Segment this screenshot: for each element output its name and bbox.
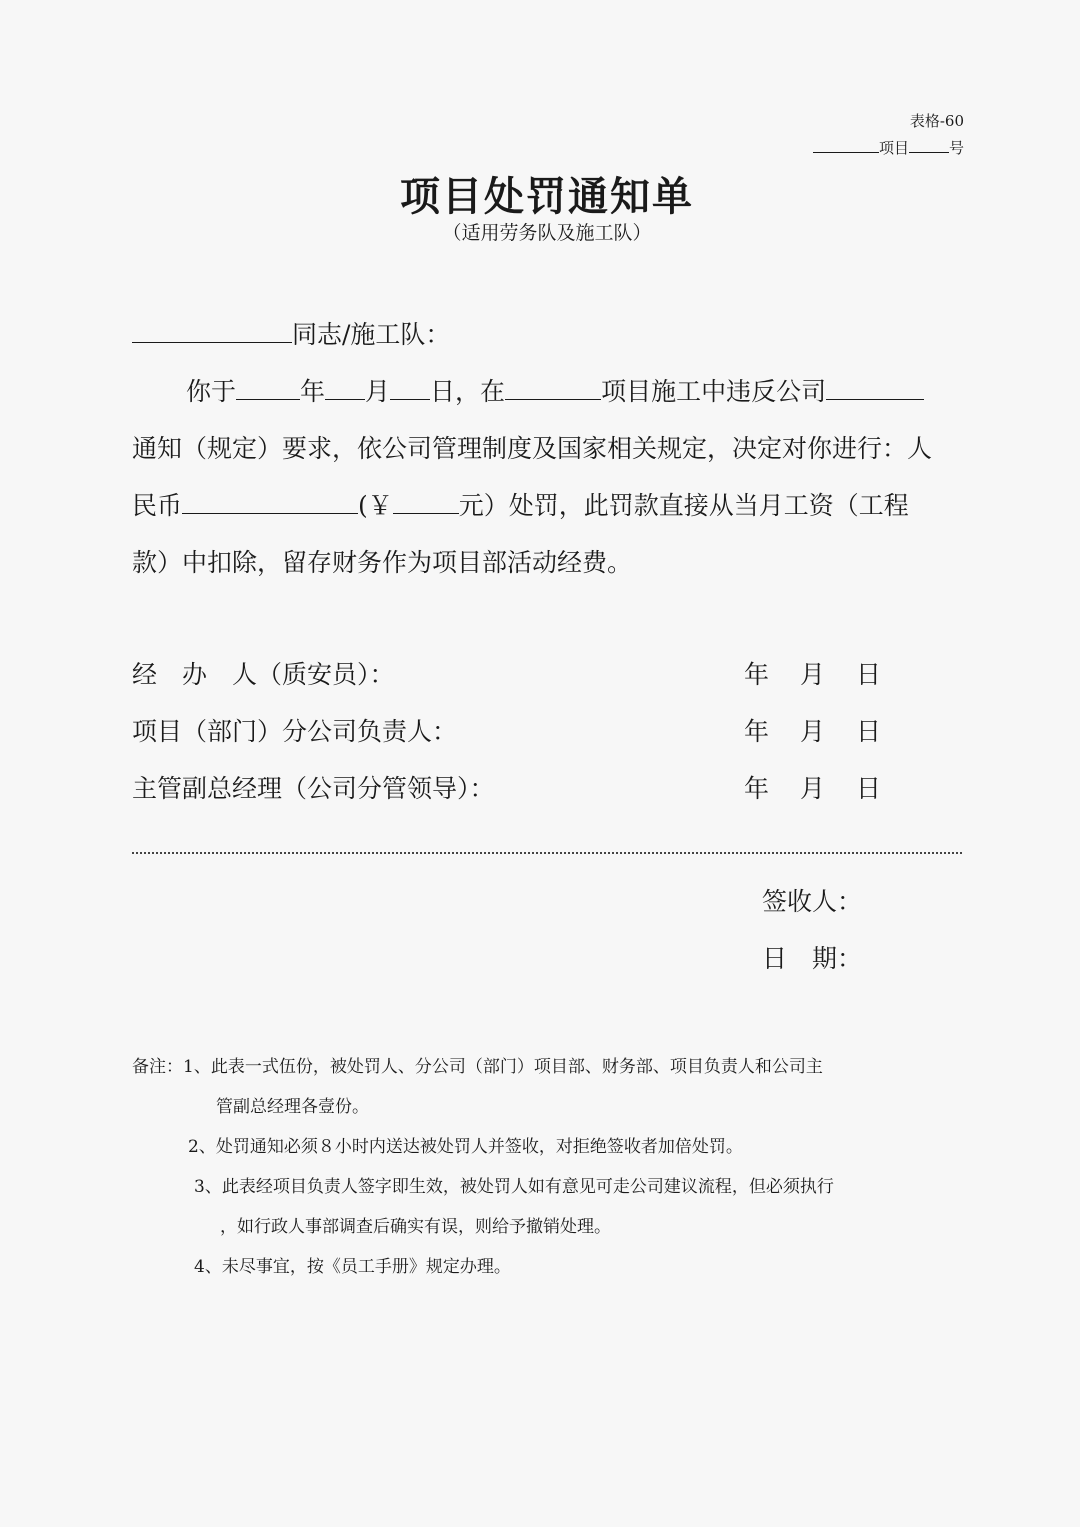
amount-words-blank[interactable] <box>182 488 358 514</box>
signature-handler-date[interactable]: 年 月 日 <box>744 660 882 689</box>
note-3a: 3、此表经项目负责人签字即生效，被处罚人如有意见可走公司建议流程，但必须执行 <box>194 1177 834 1197</box>
year-blank[interactable] <box>236 374 300 400</box>
receiver-label: 签收人： <box>762 887 863 916</box>
signature-branch-label: 项目（部门）分公司负责人： <box>132 717 458 746</box>
note-4: 4、未尽事宜，按《员工手册》规定办理。 <box>194 1257 511 1277</box>
cut-line-divider <box>132 852 962 854</box>
note-1a: 备注：1、此表一式伍份，被处罚人、分公司（部门）项目部、财务部、项目负责人和公司主 <box>132 1057 823 1077</box>
note-1b: 管副总经理各壹份。 <box>216 1097 369 1117</box>
body-line-4: 款）中扣除，留存财务作为项目部活动经费。 <box>132 548 633 577</box>
addressee-line: 同志/施工队： <box>132 315 450 351</box>
month-blank[interactable] <box>325 374 365 400</box>
signature-manager-date[interactable]: 年 月 日 <box>744 774 882 803</box>
signature-handler-label: 经 办 人（质安员）： <box>132 660 395 689</box>
body-line-1: 你于 年 月 日，在 项目施工中违反公司 <box>186 372 924 408</box>
page-title: 项目处罚通知单 <box>400 173 694 220</box>
note-3b: ，如行政人事部调查后确实有误，则给予撤销处理。 <box>220 1217 611 1237</box>
project-number-line: 项目 号 <box>813 137 964 158</box>
amount-number-blank[interactable] <box>393 488 459 514</box>
body-line-2: 通知（规定）要求，依公司管理制度及国家相关规定，决定对你进行：人 <box>132 434 933 463</box>
day-blank[interactable] <box>390 374 430 400</box>
note-2: 2、处罚通知必须８小时内送达被处罚人并签收，对拒绝签收者加倍处罚。 <box>188 1137 743 1157</box>
signature-manager-label: 主管副总经理（公司分管领导）： <box>132 774 495 803</box>
signature-branch-date[interactable]: 年 月 日 <box>744 717 882 746</box>
addressee-blank[interactable] <box>132 317 292 343</box>
page-subtitle: （适用劳务队及施工队） <box>442 222 652 244</box>
number-blank[interactable] <box>909 137 949 153</box>
project-name-blank[interactable] <box>813 137 879 153</box>
project-blank[interactable] <box>505 374 601 400</box>
receipt-date-label: 日 期： <box>762 944 863 973</box>
violation-blank[interactable] <box>826 374 924 400</box>
body-line-3: 民币 (￥ 元）处罚，此罚款直接从当月工资（工程 <box>132 486 909 522</box>
form-number: 表格-60 <box>909 112 964 130</box>
